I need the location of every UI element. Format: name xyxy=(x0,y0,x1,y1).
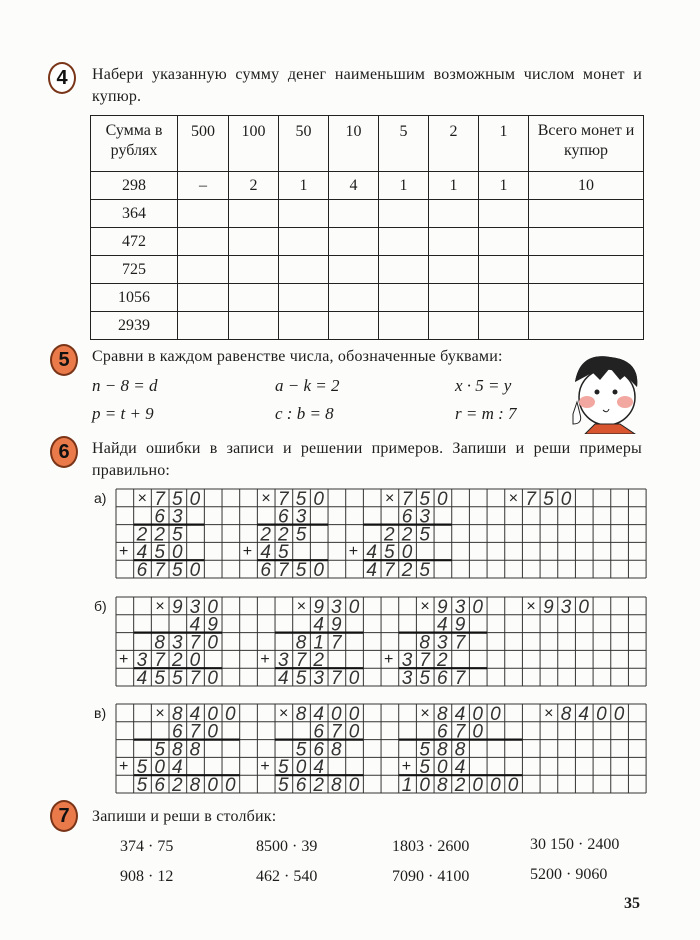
handwritten-digit: 0 xyxy=(472,703,483,725)
handwritten-digit: 9 xyxy=(313,596,324,618)
handwritten-digit: 0 xyxy=(207,703,218,725)
handwritten-digit: 8 xyxy=(331,775,342,794)
problem: 1803 · 2600 xyxy=(392,838,470,855)
times-sign: × xyxy=(508,489,519,507)
handwritten-digit: 5 xyxy=(278,775,289,794)
exercise-number: 6 xyxy=(58,440,70,463)
handwritten-digit: 0 xyxy=(207,721,218,743)
handwritten-digit: 3 xyxy=(419,506,430,528)
sum-cell: 364 xyxy=(91,200,178,228)
equation: x · 5 = y xyxy=(455,376,512,395)
plus-sign: + xyxy=(260,758,270,776)
handwritten-digit: 4 xyxy=(437,614,448,636)
sum-cell: 2939 xyxy=(91,312,178,340)
problem: 30 150 · 2400 xyxy=(530,836,620,853)
handwritten-digit: 0 xyxy=(348,596,360,618)
handwritten-digit: 2 xyxy=(384,524,395,546)
handwritten-digit: 0 xyxy=(472,775,483,794)
exercise-number: 7 xyxy=(58,804,70,827)
problem: 908 · 12 xyxy=(120,868,174,885)
handwritten-digit: 0 xyxy=(472,721,483,743)
handwritten-digit: 4 xyxy=(189,703,201,725)
handwritten-digit: 0 xyxy=(207,632,218,654)
handwritten-digit: 5 xyxy=(419,668,430,687)
handwritten-digit: 7 xyxy=(384,560,395,579)
exercise-7-text: Запиши и реши в столбик: xyxy=(92,808,277,825)
answer-cell[interactable] xyxy=(429,256,479,284)
handwritten-digit: 5 xyxy=(295,668,307,687)
sum-cell: 472 xyxy=(91,228,178,256)
handwritten-digit: 5 xyxy=(384,542,395,564)
handwritten-digit: 1 xyxy=(401,775,413,794)
handwritten-digit: 8 xyxy=(189,775,201,794)
column-header: Сумма в рублях xyxy=(91,116,178,172)
coins-table xyxy=(90,115,644,340)
handwritten-digit: 7 xyxy=(189,668,201,687)
handwritten-digit: 3 xyxy=(560,596,572,618)
plus-sign: + xyxy=(384,651,394,669)
handwritten-digit: 5 xyxy=(154,542,165,564)
table-row xyxy=(91,284,644,312)
answer-cell[interactable] xyxy=(178,228,229,256)
handwritten-digit: 2 xyxy=(401,524,413,546)
answer-cell[interactable] xyxy=(479,200,529,228)
answer-cell[interactable] xyxy=(529,312,644,340)
answer-cell[interactable] xyxy=(479,256,529,284)
column-header: 100 xyxy=(229,116,279,172)
answer-cell[interactable] xyxy=(329,200,379,228)
answer-cell[interactable] xyxy=(329,228,379,256)
handwritten-digit: 3 xyxy=(172,506,183,528)
answer-cell[interactable] xyxy=(329,284,379,312)
handwritten-digit: 5 xyxy=(295,560,307,579)
row-label: а) xyxy=(94,490,107,506)
times-sign: × xyxy=(420,597,430,615)
handwritten-digit: 6 xyxy=(437,721,448,743)
answer-cell[interactable] xyxy=(229,284,279,312)
handwritten-digit: 5 xyxy=(154,668,165,687)
answer-cell[interactable] xyxy=(479,312,529,340)
handwritten-digit: 6 xyxy=(260,560,271,579)
handwritten-digit: 0 xyxy=(207,775,218,794)
equation: n − 8 = d xyxy=(92,376,158,395)
plus-sign: + xyxy=(119,543,129,561)
handwritten-digit: 5 xyxy=(154,739,165,761)
column-header: 5 xyxy=(379,116,429,172)
answer-cell[interactable] xyxy=(429,312,479,340)
problem: 374 · 75 xyxy=(120,838,174,855)
answer-cell[interactable]: 10 xyxy=(529,172,644,200)
answer-cell[interactable]: 1 xyxy=(279,172,329,200)
handwritten-digit: 5 xyxy=(172,668,183,687)
handwritten-digit: 0 xyxy=(331,703,342,725)
answer-cell[interactable] xyxy=(429,200,479,228)
answer-cell[interactable] xyxy=(229,312,279,340)
handwritten-digit: 6 xyxy=(313,721,324,743)
handwritten-digit: 0 xyxy=(348,775,360,794)
boy-illustration xyxy=(565,352,650,434)
handwritten-digit: 6 xyxy=(154,506,165,528)
answer-cell[interactable]: 1 xyxy=(479,172,529,200)
equation: c : b = 8 xyxy=(275,404,334,423)
row-label: б) xyxy=(94,598,107,614)
handwritten-digit: 0 xyxy=(578,596,589,618)
answer-cell[interactable] xyxy=(379,256,429,284)
handwritten-digit: 0 xyxy=(154,757,165,779)
exercise-number-badge xyxy=(50,800,78,832)
handwritten-digit: 7 xyxy=(454,632,466,654)
handwritten-digit: 3 xyxy=(331,596,342,618)
exercise-number-badge xyxy=(50,436,78,468)
sum-cell: 298 xyxy=(91,172,178,200)
answer-cell[interactable]: 1 xyxy=(429,172,479,200)
plus-sign: + xyxy=(119,651,129,669)
handwritten-digit: 6 xyxy=(295,775,307,794)
handwritten-digit: 0 xyxy=(401,542,413,564)
handwritten-digit: 0 xyxy=(490,703,501,725)
grid-paper xyxy=(115,488,647,579)
handwritten-digit: 2 xyxy=(172,775,183,794)
answer-cell[interactable] xyxy=(178,256,229,284)
sum-cell: 725 xyxy=(91,256,178,284)
handwritten-digit: 6 xyxy=(401,506,413,528)
grid-paper xyxy=(115,596,647,687)
answer-cell[interactable] xyxy=(379,200,429,228)
answer-cell[interactable]: 1 xyxy=(379,172,429,200)
table-row xyxy=(91,200,644,228)
times-sign: × xyxy=(137,489,148,507)
handwritten-digit: 7 xyxy=(331,668,342,687)
times-sign: × xyxy=(155,597,165,615)
handwritten-digit: 5 xyxy=(278,757,289,779)
times-sign: × xyxy=(279,704,289,722)
column-header: Всего монет и купюр xyxy=(529,116,644,172)
answer-cell[interactable] xyxy=(279,284,329,312)
handwritten-digit: 5 xyxy=(278,542,289,564)
handwritten-digit: 0 xyxy=(596,703,607,725)
exercise-number: 5 xyxy=(58,348,70,371)
plus-sign: + xyxy=(401,758,412,776)
exercise-number-badge xyxy=(48,62,76,94)
handwritten-digit: 3 xyxy=(136,650,148,672)
handwritten-digit: 8 xyxy=(560,703,572,725)
handwritten-digit: 6 xyxy=(172,721,183,743)
handwritten-digit: 7 xyxy=(454,668,466,687)
handwritten-digit: 3 xyxy=(401,650,413,672)
handwritten-digit: 4 xyxy=(454,703,466,725)
handwritten-digit: 0 xyxy=(472,596,483,618)
table-row xyxy=(91,172,644,200)
handwritten-digit: 4 xyxy=(313,614,324,636)
handwritten-digit: 8 xyxy=(295,632,307,654)
problem: 8500 · 39 xyxy=(256,838,318,855)
handwritten-digit: 0 xyxy=(295,757,307,779)
handwritten-digit: 0 xyxy=(172,542,183,564)
handwritten-digit: 7 xyxy=(189,632,201,654)
equation: r = m : 7 xyxy=(455,404,517,423)
handwritten-digit: 2 xyxy=(437,650,448,672)
answer-cell[interactable] xyxy=(479,228,529,256)
answer-cell[interactable] xyxy=(279,256,329,284)
exercise-5-text: Сравни в каждом равенстве числа, обозначенные буквами: xyxy=(92,348,503,365)
handwritten-digit: 3 xyxy=(401,668,413,687)
handwritten-digit: 7 xyxy=(331,721,342,743)
problem: 5200 · 9060 xyxy=(530,866,608,883)
handwritten-digit: 0 xyxy=(207,596,218,618)
handwritten-digit: 0 xyxy=(348,721,360,743)
handwritten-digit: 0 xyxy=(490,775,501,794)
handwritten-digit: 5 xyxy=(419,524,430,546)
handwritten-digit: 8 xyxy=(154,632,165,654)
handwritten-digit: 7 xyxy=(154,650,165,672)
times-sign: × xyxy=(296,597,307,615)
handwritten-digit: 7 xyxy=(154,560,165,579)
handwritten-digit: 7 xyxy=(331,632,342,654)
exercise-number: 4 xyxy=(56,66,68,89)
answer-cell[interactable] xyxy=(279,228,329,256)
times-sign: × xyxy=(420,704,430,722)
answer-cell[interactable] xyxy=(429,284,479,312)
handwritten-digit: 5 xyxy=(172,488,183,510)
handwritten-digit: 8 xyxy=(295,703,307,725)
handwritten-digit: 4 xyxy=(313,703,324,725)
answer-cell[interactable] xyxy=(529,228,644,256)
handwritten-digit: 0 xyxy=(225,703,236,725)
handwritten-digit: 5 xyxy=(419,739,430,761)
handwritten-digit: 0 xyxy=(225,775,236,794)
times-sign: × xyxy=(544,704,554,722)
handwritten-digit: 6 xyxy=(154,775,165,794)
handwritten-digit: 0 xyxy=(189,560,201,579)
answer-cell[interactable] xyxy=(178,284,229,312)
handwritten-digit: 6 xyxy=(278,506,289,528)
handwritten-digit: 7 xyxy=(525,488,536,510)
handwritten-digit: 0 xyxy=(560,488,572,510)
problem: 7090 · 4100 xyxy=(392,868,470,885)
plus-sign: + xyxy=(260,651,270,669)
handwritten-digit: 2 xyxy=(313,775,324,794)
handwritten-digit: 7 xyxy=(278,560,289,579)
handwritten-digit: 8 xyxy=(437,739,448,761)
handwritten-digit: 0 xyxy=(189,488,201,510)
handwritten-digit: 4 xyxy=(260,542,271,564)
answer-cell[interactable]: – xyxy=(178,172,229,200)
table-row xyxy=(91,312,644,340)
handwritten-digit: 8 xyxy=(331,739,342,761)
exercise-number-badge xyxy=(50,344,78,376)
problem: 462 · 540 xyxy=(256,868,318,885)
handwritten-digit: 4 xyxy=(578,703,589,725)
handwritten-digit: 2 xyxy=(260,524,271,546)
handwritten-digit: 6 xyxy=(313,739,324,761)
handwritten-digit: 4 xyxy=(366,542,377,564)
answer-cell[interactable] xyxy=(229,256,279,284)
column-header: 10 xyxy=(329,116,379,172)
handwritten-digit: 4 xyxy=(278,668,289,687)
handwritten-digit: 0 xyxy=(613,703,625,725)
column-header: 50 xyxy=(279,116,329,172)
handwritten-digit: 3 xyxy=(437,632,448,654)
handwritten-digit: 0 xyxy=(207,668,218,687)
table-row xyxy=(91,256,644,284)
handwritten-digit: 0 xyxy=(348,668,360,687)
handwritten-digit: 5 xyxy=(419,757,430,779)
handwritten-digit: 5 xyxy=(295,488,307,510)
plus-sign: + xyxy=(348,543,359,561)
answer-cell[interactable] xyxy=(329,312,379,340)
plus-sign: + xyxy=(242,543,253,561)
handwritten-digit: 1 xyxy=(313,632,324,654)
handwritten-digit: 8 xyxy=(172,739,183,761)
answer-cell[interactable] xyxy=(178,312,229,340)
handwritten-digit: 2 xyxy=(172,650,183,672)
handwritten-digit: 2 xyxy=(136,524,148,546)
answer-cell[interactable] xyxy=(229,228,279,256)
handwritten-digit: 2 xyxy=(278,524,289,546)
answer-cell[interactable] xyxy=(178,200,229,228)
handwritten-digit: 7 xyxy=(454,721,466,743)
handwritten-digit: 5 xyxy=(419,560,430,579)
answer-cell[interactable] xyxy=(279,312,329,340)
handwritten-digit: 0 xyxy=(419,775,430,794)
handwritten-digit: 0 xyxy=(189,650,201,672)
handwritten-digit: 5 xyxy=(295,524,307,546)
handwritten-digit: 9 xyxy=(454,614,466,636)
column-header: 1 xyxy=(479,116,529,172)
answer-cell[interactable] xyxy=(379,228,429,256)
handwritten-digit: 8 xyxy=(172,703,183,725)
exercise-4-text: Набери указанную сумму денег наименьшим возможным числом монет и купюр. xyxy=(92,66,642,105)
answer-cell[interactable]: 4 xyxy=(329,172,379,200)
handwritten-digit: 4 xyxy=(172,757,183,779)
handwritten-digit: 4 xyxy=(313,757,324,779)
handwritten-digit: 8 xyxy=(437,775,448,794)
handwritten-digit: 3 xyxy=(189,596,201,618)
answer-cell[interactable]: 2 xyxy=(229,172,279,200)
handwritten-digit: 6 xyxy=(136,560,148,579)
handwritten-digit: 0 xyxy=(437,757,448,779)
table-row xyxy=(91,228,644,256)
handwritten-digit: 4 xyxy=(366,560,377,579)
handwritten-digit: 7 xyxy=(189,721,201,743)
sum-cell: 1056 xyxy=(91,284,178,312)
handwritten-digit: 3 xyxy=(313,668,324,687)
answer-cell[interactable] xyxy=(379,312,429,340)
handwritten-digit: 7 xyxy=(154,488,165,510)
handwritten-digit: 8 xyxy=(437,703,448,725)
column-header: 500 xyxy=(178,116,229,172)
handwritten-digit: 6 xyxy=(437,668,448,687)
handwritten-digit: 0 xyxy=(507,775,519,794)
handwritten-digit: 9 xyxy=(207,614,218,636)
table-header-row xyxy=(91,116,644,172)
answer-cell[interactable] xyxy=(479,284,529,312)
handwritten-digit: 4 xyxy=(454,757,466,779)
column-header: 2 xyxy=(429,116,479,172)
handwritten-digit: 7 xyxy=(401,488,413,510)
handwritten-digit: 3 xyxy=(172,632,183,654)
handwritten-digit: 2 xyxy=(313,650,324,672)
handwritten-digit: 8 xyxy=(454,739,466,761)
handwritten-digit: 8 xyxy=(189,739,201,761)
handwritten-digit: 9 xyxy=(331,614,342,636)
handwritten-digit: 0 xyxy=(437,488,448,510)
equation: p = t + 9 xyxy=(92,404,154,423)
handwritten-digit: 5 xyxy=(172,560,183,579)
row-label: в) xyxy=(94,705,107,721)
handwritten-digit: 5 xyxy=(419,488,430,510)
handwritten-digit: 7 xyxy=(419,650,430,672)
answer-cell[interactable] xyxy=(229,200,279,228)
handwritten-digit: 3 xyxy=(295,506,307,528)
answer-cell[interactable] xyxy=(329,256,379,284)
answer-cell[interactable] xyxy=(529,284,644,312)
times-sign: × xyxy=(155,704,165,722)
answer-cell[interactable] xyxy=(279,200,329,228)
handwritten-digit: 5 xyxy=(295,739,307,761)
answer-cell[interactable] xyxy=(379,284,429,312)
times-sign: × xyxy=(385,489,395,507)
plus-sign: + xyxy=(119,758,129,776)
answer-cell[interactable] xyxy=(529,200,644,228)
handwritten-digit: 7 xyxy=(278,488,289,510)
handwritten-digit: 7 xyxy=(295,650,307,672)
handwritten-digit: 4 xyxy=(136,542,148,564)
handwritten-digit: 0 xyxy=(313,560,324,579)
handwritten-digit: 5 xyxy=(543,488,554,510)
handwritten-digit: 5 xyxy=(172,524,183,546)
handwritten-digit: 8 xyxy=(419,632,430,654)
handwritten-digit: 9 xyxy=(172,596,183,618)
handwritten-digit: 5 xyxy=(136,775,148,794)
page-number: 35 xyxy=(624,895,640,912)
answer-cell[interactable] xyxy=(529,256,644,284)
exercise-6-text: Найди ошибки в записи и решении примеров. Запиши и реши примеры правильно: xyxy=(92,440,642,479)
handwritten-digit: 2 xyxy=(154,524,165,546)
handwritten-digit: 4 xyxy=(189,614,201,636)
handwritten-digit: 9 xyxy=(437,596,448,618)
handwritten-digit: 3 xyxy=(278,650,289,672)
handwritten-digit: 0 xyxy=(313,488,324,510)
handwritten-digit: 2 xyxy=(401,560,413,579)
handwritten-digit: 5 xyxy=(136,757,148,779)
handwritten-digit: 3 xyxy=(454,596,466,618)
answer-cell[interactable] xyxy=(429,228,479,256)
handwritten-digit: 9 xyxy=(543,596,554,618)
handwritten-digit: 0 xyxy=(348,703,360,725)
handwritten-digit: 4 xyxy=(136,668,148,687)
times-sign: × xyxy=(526,597,536,615)
equation: a − k = 2 xyxy=(275,376,340,395)
times-sign: × xyxy=(261,489,271,507)
grid-paper xyxy=(115,703,647,794)
handwritten-digit: 2 xyxy=(454,775,466,794)
